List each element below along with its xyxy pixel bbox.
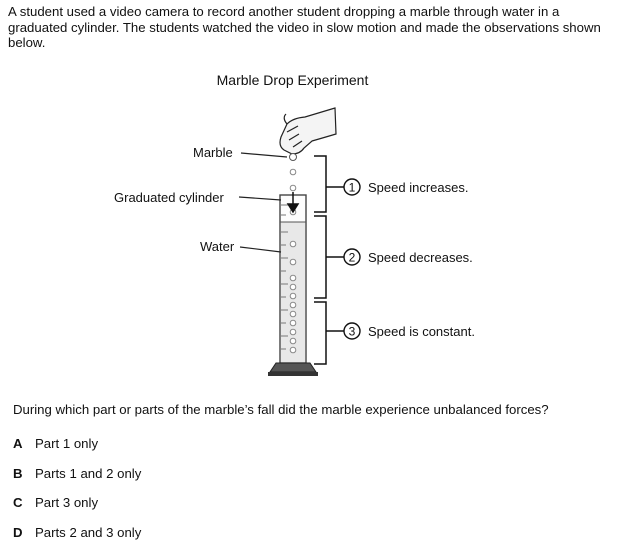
choice-letter: D <box>13 525 23 540</box>
part-3-number: 3 <box>348 324 356 339</box>
marble-label: Marble <box>193 145 233 160</box>
choice-text: Parts 1 and 2 only <box>35 466 142 481</box>
cylinder-label: Graduated cylinder <box>114 190 224 205</box>
part-2-number: 2 <box>348 250 356 265</box>
choice-text: Parts 2 and 3 only <box>35 525 142 540</box>
water-label: Water <box>200 239 235 254</box>
intro-text: A student used a video camera to record another student dropping a marble through water in a graduated cylinder. The students watched the video in slow motion and made the observations shown below. <box>8 4 601 50</box>
question-text: During which part or parts of the marble’s fall did the marble experience unbalanced forces? <box>13 402 549 417</box>
choice-c[interactable] <box>13 495 98 510</box>
marble <box>290 154 297 161</box>
part-3-text: Speed is constant. <box>368 324 475 339</box>
choice-d[interactable] <box>13 525 141 540</box>
choice-b[interactable] <box>13 466 141 481</box>
choice-letter: B <box>13 466 23 481</box>
figure-title: Marble Drop Experiment <box>216 72 369 88</box>
choice-a[interactable] <box>13 436 98 451</box>
part-1-number: 1 <box>348 180 356 195</box>
hand-icon <box>280 108 336 154</box>
part-1-text: Speed increases. <box>368 180 469 195</box>
choice-text: Part 1 only <box>35 436 99 451</box>
choice-letter: A <box>13 436 23 451</box>
choice-letter: C <box>13 495 23 510</box>
part-2-text: Speed decreases. <box>368 250 473 265</box>
choice-text: Part 3 only <box>35 495 99 510</box>
